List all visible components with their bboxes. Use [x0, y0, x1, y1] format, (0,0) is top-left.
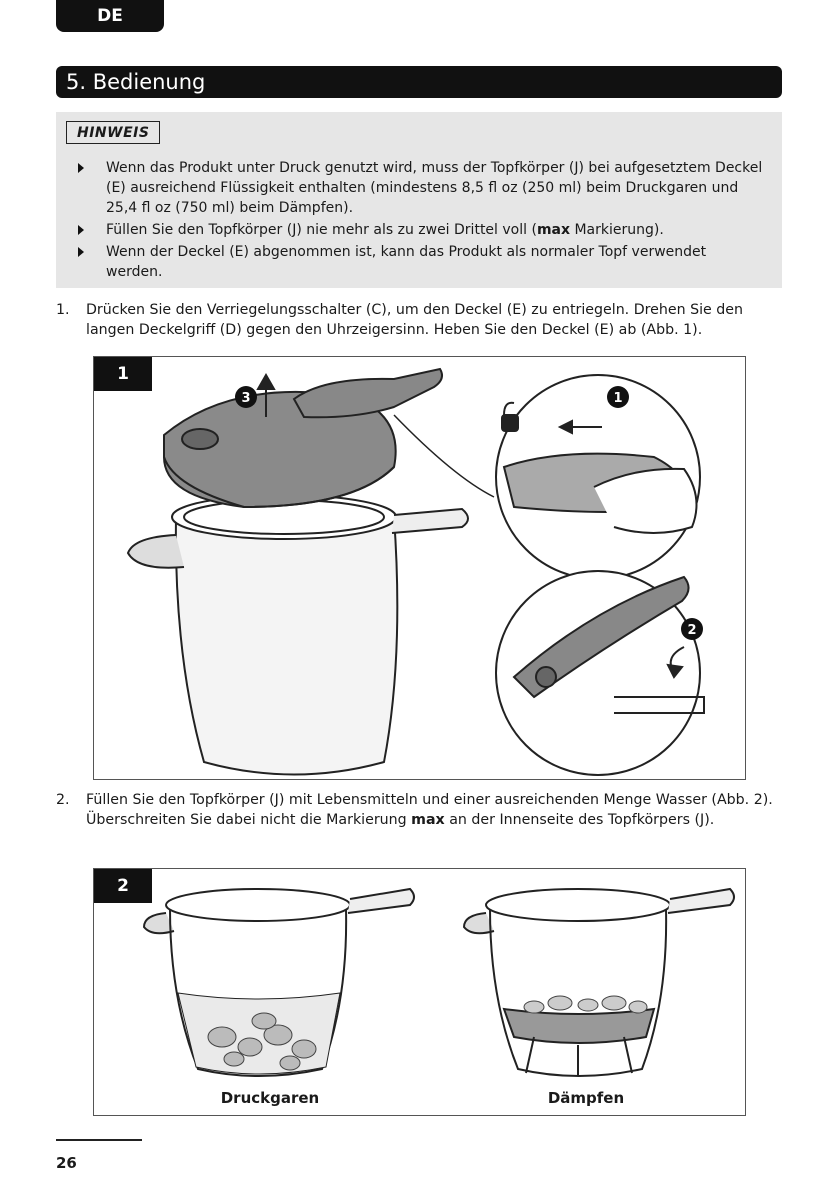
bullet-icon: [78, 163, 84, 173]
figure-badge: 2: [94, 869, 152, 903]
figure-2-illustration: [94, 869, 746, 1116]
figure-1: [93, 356, 746, 780]
step-text: [86, 790, 786, 830]
callout-3: 3: [241, 391, 251, 406]
note-label: HINWEIS: [66, 121, 160, 144]
figure-1-illustration: [94, 357, 746, 780]
footer-divider: [56, 1139, 142, 1141]
step-number: 1.: [56, 302, 70, 318]
step-text-part: an der Innenseite des Topfkörpers (J).: [444, 812, 715, 828]
note-box: [56, 112, 782, 288]
note-item: [66, 158, 792, 218]
note-list: [56, 158, 782, 284]
note-text: Markierung).: [570, 222, 664, 238]
figure-badge: 1: [94, 357, 152, 391]
section-title: 5. Bedienung: [56, 66, 782, 98]
step-1: [56, 300, 786, 340]
language-tab: DE: [56, 0, 164, 32]
callout-1: 1: [613, 391, 623, 406]
step-text: Drücken Sie den Verriegelungsschalter (C), um den Deckel (E) zu entriegeln. Drehen Sie den langen Deckelgriff (D) gegen den Uhrzeigersinn. Heben Sie den Deckel (E) ab (Abb. 1).: [86, 302, 744, 338]
note-text: Wenn der Deckel (E) abgenommen ist, kann das Produkt als normaler Topf verwendet werden.: [106, 244, 707, 280]
note-text: Wenn das Produkt unter Druck genutzt wird, muss der Topfkörper (J) bei aufgesetztem Deckel (E) ausreichend Flüssigkeit enthalten (mindestens 8,5 fl oz (250 ml) beim Druckgaren und 25,4 fl oz (750 ml) beim Dämpfen).: [106, 160, 763, 216]
caption-druckgaren: Druckgaren: [220, 1089, 320, 1107]
step-text-bold: max: [411, 812, 445, 828]
bullet-icon: [78, 225, 84, 235]
step-text-part: Füllen Sie den Topfkörper (J) mit Lebensmitteln und einer ausreichenden Menge Wasser (Abb. 2). Überschreiten Sie dabei nicht die Markierung: [86, 792, 773, 828]
figure-2: [93, 868, 746, 1116]
note-item: [66, 242, 792, 282]
note-item: [66, 220, 792, 240]
bullet-icon: [78, 247, 84, 257]
callout-2: 2: [687, 623, 697, 638]
note-text: Füllen Sie den Topfkörper (J) nie mehr als zu zwei Drittel voll (: [106, 222, 537, 238]
step-number: 2.: [56, 792, 70, 808]
caption-daempfen: Dämpfen: [547, 1089, 625, 1107]
step-2: [56, 790, 786, 830]
note-text-bold: max: [536, 222, 571, 238]
page-number: 26: [56, 1154, 77, 1172]
